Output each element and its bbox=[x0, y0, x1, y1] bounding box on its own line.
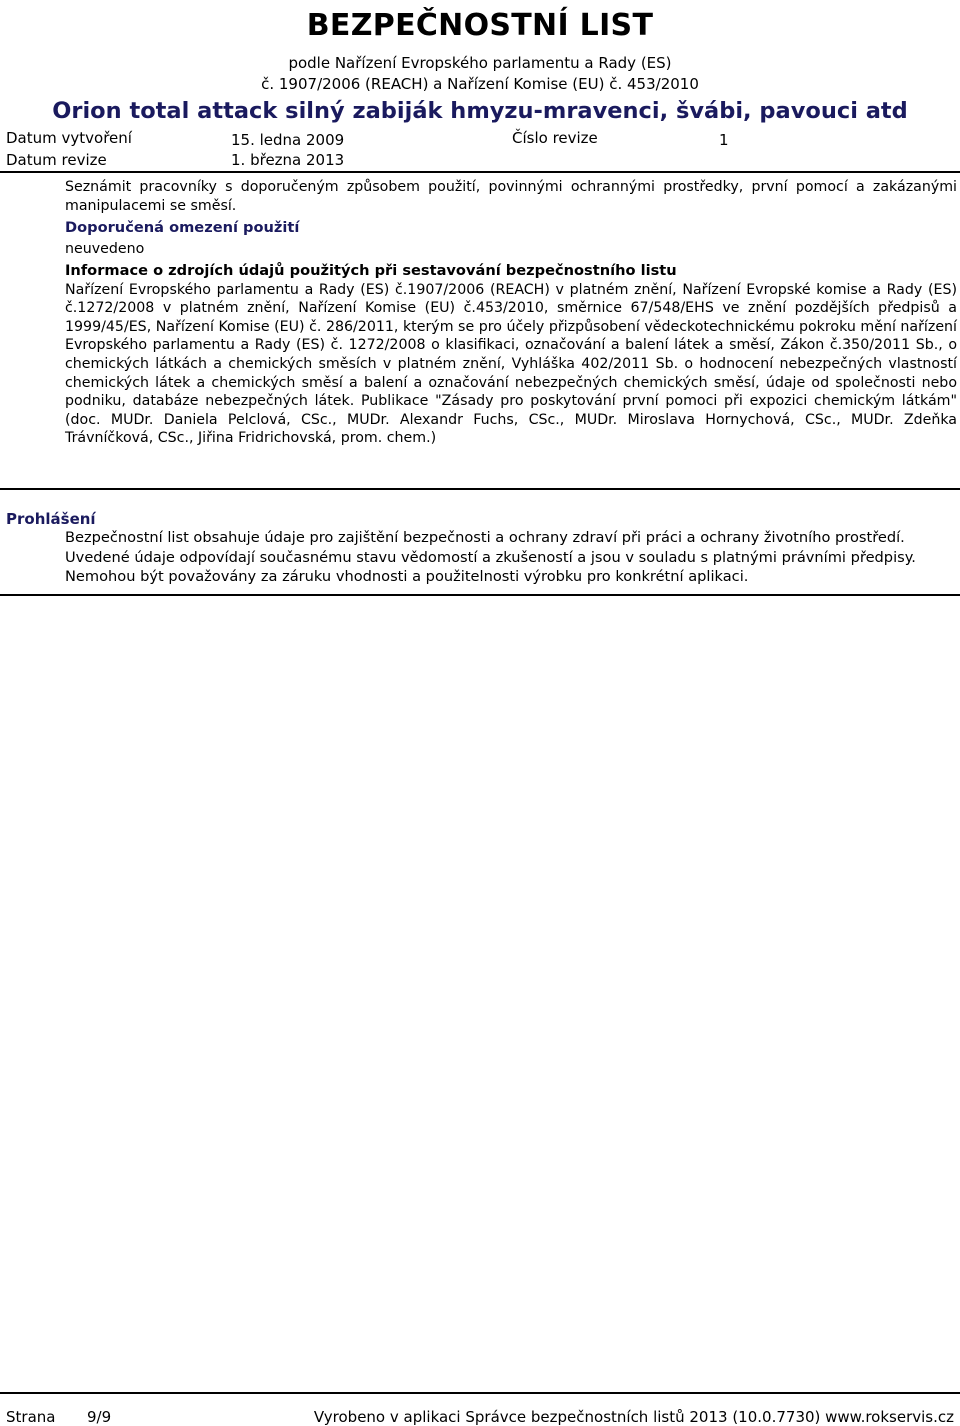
header-divider bbox=[0, 171, 960, 173]
declaration-title: Prohlášení bbox=[6, 510, 96, 528]
created-date-value: 15. ledna 2009 bbox=[231, 131, 345, 149]
revision-number-label: Číslo revize bbox=[512, 129, 598, 147]
revision-date-label: Datum revize bbox=[6, 151, 107, 169]
regulation-subtitle-2: č. 1907/2006 (REACH) a Nařízení Komise (EU) č. 453/2010 bbox=[261, 75, 699, 93]
intro-paragraph: Seznámit pracovníky s doporučeným způsobem použití, povinnými ochrannými prostředky, první pomocí a zakázanými manipulacemi se směsí. bbox=[65, 179, 957, 214]
revision-number-value: 1 bbox=[719, 131, 729, 149]
sources-text: Nařízení Evropského parlamentu a Rady (ES) č.1907/2006 (REACH) v platném znění, Nařízení Evropské komise a Rady (ES) č.1272/2008 v platném znění, Nařízení Komise (EU) č.453/2010, směrnice 67/548/EHS ve znění pozdějších předpisů a 1999/45/ES, Nařízení Komise (EU) č. 286/2011, kterým se pro účely přizpůsobení vědeckotechnickému pokroku mění nařízení Evropského parlamentu a Rady (ES) č. 1272/2008 o klasifikaci, označování a balení látek a směsí, Zákon č.350/2011 Sb., o chemických látkách a chemických směsích v platném znění, Vyhláška 402/2011 Sb. o hodnocení nebezpečných vlastností chemických látek a chemických směsí a balení a označování nebezpečných chemických směsí, údaje od společnosti nebo podniku, databáze nebezpečných látek. Publikace "Zásady pro poskytování první pomoci při expozici chemickým látkám" (doc. MUDr. Daniela Pelclová, CSc., MUDr. Alexandr Fuchs, CSc., MUDr. Miroslava Hornychová, CSc., MUDr. Zdeňka Trávníčková, CSc., Jiřina Fridrichovská, prom. chem.) bbox=[65, 281, 957, 447]
restrictions-heading: Doporučená omezení použití bbox=[65, 219, 300, 236]
sources-section bbox=[65, 262, 957, 448]
regulation-subtitle-1: podle Nařízení Evropského parlamentu a Rady (ES) bbox=[288, 54, 672, 72]
restrictions-value: neuvedeno bbox=[65, 240, 145, 257]
generator-credit: Vyrobeno v aplikaci Správce bezpečnostních listů 2013 (10.0.7730) www.rokservis.cz bbox=[313, 1408, 954, 1426]
declaration-text: Bezpečnostní list obsahuje údaje pro zajištění bezpečnosti a ochrany zdraví při práci a ochrany životního prostředí. Uvedené údaje odpovídají současnému stavu vědomostí a zkušeností a jsou v souladu s platnými právními předpisy. Nemohou být považovány za záruku vhodnosti a použitelnosti výrobku pro konkrétní aplikaci. bbox=[65, 529, 916, 585]
document-title: BEZPEČNOSTNÍ LIST bbox=[306, 8, 654, 43]
section-divider-top bbox=[0, 488, 960, 490]
section-divider-bottom bbox=[0, 594, 960, 596]
product-name: Orion total attack silný zabiják hmyzu-mravenci, švábi, pavouci atd bbox=[52, 98, 908, 124]
restrictions-section bbox=[65, 219, 957, 258]
page-label: Strana bbox=[6, 1408, 56, 1426]
footer-divider bbox=[0, 1392, 960, 1394]
created-date-label: Datum vytvoření bbox=[6, 129, 132, 147]
sources-heading: Informace o zdrojích údajů použitých při sestavování bezpečnostního listu bbox=[65, 262, 677, 279]
revision-date-value: 1. března 2013 bbox=[231, 151, 345, 169]
page-number: 9/9 bbox=[87, 1408, 112, 1426]
